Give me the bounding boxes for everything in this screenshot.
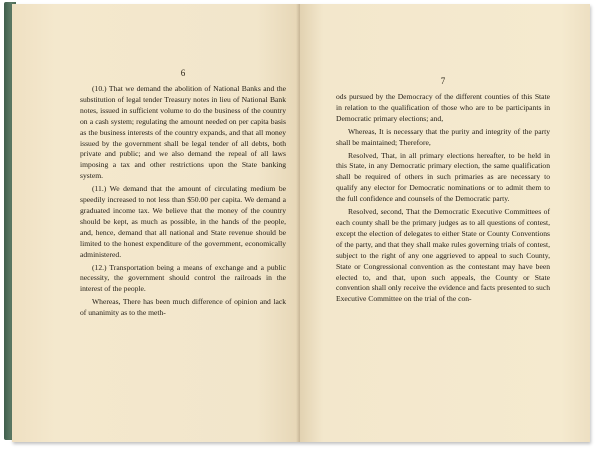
open-book [12,4,590,442]
paragraph-11: (11.) We demand that the amount of circulating medium be speedily increased to not less than $50.00 per capita. We demand a graduated income tax. We believe that the money of the country should be kept, as much as possible, in the hands of the people, and, hence, demand that all national and State revenue should be limited to the honest expenditure of the government, economically administered. [80,184,286,259]
page-number-right: 7 [440,76,446,86]
paragraph-whereas-2: Whereas, It is necessary that the purity and integrity of the party shall be maintained; Therefore, [336,126,550,147]
page-number-left: 6 [180,68,186,78]
paragraph-resolved-1: Resolved, That, in all primary elections hereafter, to be held in this State, in any Democratic primary election, the same qualification shall be required of others in such primaries as are necessary to qualify any elector for Democratic nominations or to admit them to the full confidence and counsels of the Democratic party. [336,150,550,204]
paragraph-10: (10.) That we demand the abolition of National Banks and the substitution of legal tender Treasury notes in lieu of National Bank notes, issued in sufficient volume to do the business of the country on a cash system; regulating the amount needed on per capita basis as the business interests of the country expands, and that all money issued by the government shall be legal tender of all debts, both private and public; and we also demand the repeal of all laws imposing a tax and other restrictions upon the State banking system. [80,84,286,181]
left-page [12,4,300,442]
paragraph-12: (12.) Transportation being a means of exchange and a public necessity, the government should control the railroads in the interest of the people. [80,262,286,294]
paragraph-whereas-1: Whereas, There has been much difference of opinion and lack of unanimity as to the meth- [80,297,286,318]
right-page-text [336,92,550,305]
left-page-text [80,84,286,319]
right-page [300,4,590,442]
paragraph-continuation: ods pursued by the Democracy of the different counties of this State in relation to the qualification of those who are to be participants in Democratic primary elections; and, [336,92,550,123]
paragraph-resolved-2: Resolved, second, That the Democratic Executive Committees of each county shall be the primary judges as to all questions of contest, except the election of delegates to either State or County Conventions of the party, and that they shall make rules governing trials of contest, subject to the right of any one aggrieved to appeal to such County, State or Congressional convention as the contestant may have been elected to, and that, upon such appeals, the County or State convention shall only receive the evidence and facts presented to such Executive Committee on the trial of the con- [336,207,550,304]
